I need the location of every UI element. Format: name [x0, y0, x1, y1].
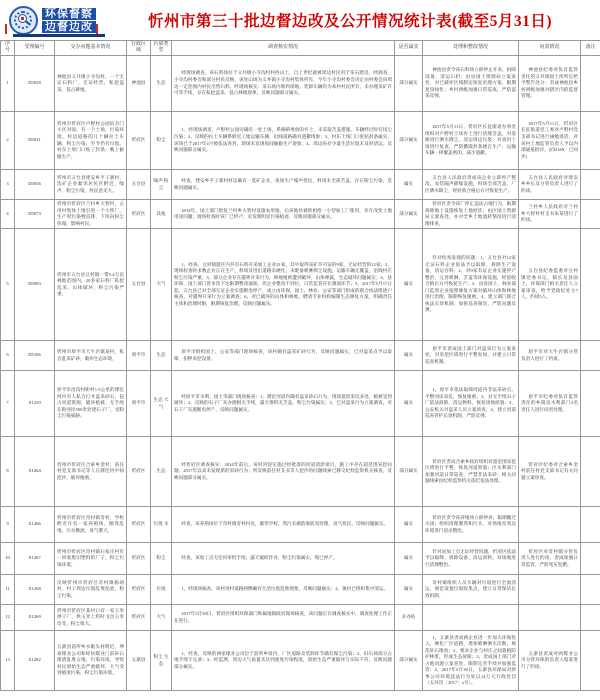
cell-accountability: 五寨县责成对两煤业公司分管环保的负责人琚某进行了约谈。: [519, 631, 581, 691]
column-header-handling: 处理和整改情况: [423, 41, 519, 56]
cell-investigation: 1、经现场核查，该村进村道路两侧确有生活垃圾乱堆现象，反映问题属实；2、镇村已组织集中清运。: [172, 575, 395, 605]
cell-is-valid: 属实: [395, 371, 423, 437]
cell-is-valid: 属实: [395, 507, 423, 543]
cell-note: [581, 170, 600, 200]
cell-code: X1269: [15, 605, 55, 631]
page-title: 忻州市第三十批边督边改及公开情况统计表(截至5月31日): [147, 13, 553, 30]
statistics-table-wrapper: [0, 40, 600, 691]
cell-is-valid: 未办结: [395, 605, 423, 631]
cell-accountability: [519, 575, 581, 605]
cell-pollution-type: 粉尘 生态: [151, 631, 172, 691]
cell-pollution-type: 垃圾 水: [151, 507, 172, 543]
table-row: [1, 371, 600, 437]
cell-problem: 忻州市原平市大牛店镇某村，私自乱采矿砂，破坏生态环境。: [55, 341, 127, 371]
cell-is-valid: 属实: [395, 229, 423, 341]
table-row: [1, 200, 600, 229]
table-row: [1, 170, 600, 200]
table-row: [1, 507, 600, 543]
cell-pollution-type: 生态: [151, 56, 172, 112]
cell-note: [581, 605, 600, 631]
cell-pollution-type: 垃圾: [151, 575, 172, 605]
cell-region: 五寨县: [127, 631, 151, 691]
cell-handling: 针对该加工点无证经营问题，忻府区依法予以取缔，拆除设备，清运原料，对场地进行清理整治。: [423, 543, 519, 575]
cell-investigation: 经现场调查，该石料场位于义井镇小寺沟村村西山上，自上世纪就被周边村民用于采石建房。经调查，小寺沟村委会和部分村民反映，该处山场为义井镇小寺沟村集体所有，今年小寺沟村委会决定由村委会向周边一定范围内村民出售石料。经现场核实：采石场内堆料场地、装卸车辆均为本村村民所有，未办理采矿许可等手续，存在私挖盗采、侵占林地现象，反映问题部分属实。: [172, 56, 395, 112]
cell-accountability: 兰村乡人民政府对兰村乡大智村村支书朱某进行了约谈。: [519, 200, 581, 229]
table-row: [1, 341, 600, 371]
cell-code: D5056: [15, 170, 55, 200]
page-header: [0, 0, 600, 40]
cell-pollution-type: 大气: [151, 229, 172, 341]
cell-is-valid: 属实: [395, 341, 423, 371]
cell-pollution-type: 大气: [151, 605, 172, 631]
column-header-is-valid: 是否属实: [395, 41, 423, 56]
cell-accountability: 原平市对大牛店镇分管负责人进行了约谈。: [519, 341, 581, 371]
cell-problem: 五寨县前所乡水眼头村附近，坤泰煤业公司和经坊煤业门前矸石煤渣乱堆占地，污染环境，导致村民原始生态严重破坏，大气受到重度污染，粉尘污染环境。: [55, 631, 127, 691]
cell-is-valid: 属实: [395, 543, 423, 575]
cell-code: D5093: [15, 229, 55, 341]
cell-note: [581, 56, 600, 112]
cell-problem: 原平市沿沟村距村1.5公里的滹沱河内有人私自打井盗采砂石，侵占河道资源，破坏植被；无手续在距河岸500米处建石子厂，受粉尘污染威胁。: [55, 371, 127, 437]
cell-region: 忻府区: [127, 543, 151, 575]
cell-code: D5031: [15, 112, 55, 170]
cell-handling: 五台县人民政府责成该企业立即停产整改，安装隔声降噪设施，料场全部苫盖，厂区洒水降尘，经验收合格后方可恢复生产。: [423, 170, 519, 200]
column-header-pollution-type: 污染类型: [151, 41, 172, 56]
cell-is-valid: 部分属实: [395, 112, 423, 170]
column-header-problem: 交办问题基本情况: [55, 41, 127, 56]
logo-underline: [13, 34, 105, 37]
logo-red-accent-left: [5, 24, 7, 34]
cell-seq: 13: [1, 631, 15, 691]
column-header-accountability: 问责情况: [519, 41, 581, 56]
table-row: [1, 229, 600, 341]
cell-is-valid: 属实: [395, 170, 423, 200]
cell-is-valid: 部分属实: [395, 56, 423, 112]
cell-investigation: 1、经查，反映的两家煤业公司位于前所乡境内，厂区道路及装卸环节确有煤尘污染；2、矸石场部分占地手续不完备；3、经监测，周边大气质量未达到重度污染程度，原始生态严重破坏与实际不符，反映问题部分属实。: [172, 631, 395, 691]
cell-note: [581, 200, 600, 229]
cell-code: D5028: [15, 56, 55, 112]
cell-note: [581, 371, 600, 437]
cell-note: [581, 631, 600, 691]
cell-seq: 5: [1, 229, 15, 341]
cell-seq: 11: [1, 575, 15, 605]
cell-handling: 1、原平市依法取缔河道内非法采砂点，平整河床采坑，恢复植被；2、对无手续石子厂依法拆除，清运物料，恢复场地原貌；3、公安机关对盗采人员立案侦查；4、建立河道巡查管护长效机制，严防反弹。: [423, 371, 519, 437]
cell-region: 忻府区: [127, 112, 151, 170]
table-row: [1, 437, 600, 507]
cell-handling: 忻府区责成合索乡政府组织对超范围采挖区域进行平整，恢复河道原貌；区水利部门加强河道日常巡查，严禁非法采砂；相关问题线索由纪检监察机关依纪依法处理。: [423, 437, 519, 507]
cell-handling: 针对检查发现的问题：1、五台县对12家无证石料企业依法予以取缔，拆除生产设备，清运存料；2、对9家有证企业实施停产整治，完善喷淋、苫盖等环保设施，经验收合格后方可恢复生产；3、由县国土、林业部门监督企业按照修复方案对破坏山体和林地进行治理，限期恢复植被；4、建立部门联合执法长效机制，加密巡查频次，严防问题反弹。: [423, 229, 519, 341]
table-header-row: [1, 41, 600, 56]
table-row: [1, 56, 600, 112]
cell-is-valid: 属实: [395, 575, 423, 605]
cell-accountability: 忻府区对奇村镇分管负责人进行约谈，责成加强日常监管，严防死灰复燃。: [519, 543, 581, 575]
cell-accountability: [519, 507, 581, 543]
cell-investigation: 经查，建安乡平子寨村村边确有一选矿企业，夜间生产噪声扰民，料场未全部苫盖，存在粉尘污染，反映问题属实。: [172, 170, 395, 200]
logo-text: [42, 8, 96, 33]
column-header-seq: 序号: [1, 41, 15, 56]
cell-code: X1268: [15, 575, 55, 605]
cell-is-valid: 部分属实: [395, 200, 423, 229]
cell-note: [581, 229, 600, 341]
cell-problem: 忻州市忻府区某村口有一家玉米烘干厂，烘玉米上料时飞出玉米皮等，粉尘很大。: [55, 605, 127, 631]
cell-region: 忻府区: [127, 575, 151, 605]
cell-investigation: 1、经查，豆村镇辖区内共有石料开采加工企业21家，其中取得采矿许可证的9家、无证经营的12家；2、现场检查时多数企业正在生产，料场及进出道路未硬化，未配备喷淋抑尘设施，运输车辆无覆盖，沿线村庄粉尘污染严重；3、部分企业存在越界开采行为，林地植被遭到破坏，山体裸露，生态破坏问题属实；4、县环保、国土部门曾多次下达限期整改通知，但企业整改不到位，日常监管存在薄弱环节；5、2017年5月17日起，五台县已对全部无证企业实施断电停产，成立由环保、国土、林业、公安等部门组成的联合执法组逐户核查，对越界开采行为立案调查；6、对已破坏的山体和林地，聘请专业机构编制生态修复方案，明确责任主体和治理时限，限期恢复治理，反映问题属实。: [172, 229, 395, 341]
logo-line1: 环保督察: [42, 8, 96, 20]
cell-problem: 忻州市五台县豆村镇一带5.4万亩林地范围内，20多家石料厂私挖乱采，山体破坏，粉尘污染严重。: [55, 229, 127, 341]
cell-investigation: 1、经现场调查，卢野村公园旁确有一处土场，系修路堆放的弃土，未采取苫盖措施，车辆经过时有扬尘污染；2、反映的拉土车辆系附近工地运输车辆，沿线道路确有遗撒现象；3、村东土场门口张贴封条属实，该场已于2017年4月被依法查封，现场未发现夜间偷偷生产迹象；4、周边尚有少量生活垃圾未及时清运，反映问题部分属实。: [172, 112, 395, 170]
cell-pollution-type: 粉尘: [151, 543, 172, 575]
logo-line2: 边督边改: [42, 21, 96, 33]
cell-problem: 反映忻州市忻府区奇村镇杨胡村，村子周边垃圾乱堆乱放，粉尘污染。: [55, 575, 127, 605]
cell-seq: 9: [1, 507, 15, 543]
cell-accountability: 五台县纪委监委对豆村镇党委书记、镇长及县国土、环保部门相关责任人立案审查，给予党政纪处分7人、约谈5人。: [519, 229, 581, 341]
cell-seq: 12: [1, 605, 15, 631]
cell-seq: 7: [1, 371, 15, 437]
cell-region: 原平市: [127, 341, 151, 371]
cell-handling: [423, 605, 519, 631]
cell-handling: 忻府区责令该养殖场立即停养，限期搬迁关闭；组织清理圈粪和污水，对场地及周边环境进行消杀整治。: [423, 507, 519, 543]
cell-handling: 原平市责成国土部门对盗采行为立案查处，对采挖区域进行平整复绿，并建立日常巡查机制。: [423, 341, 519, 371]
magnifier-gear-emblem-icon: [9, 6, 38, 35]
cell-region: 忻府区: [127, 437, 151, 507]
cell-pollution-type: 生态: [151, 437, 172, 507]
table-row: [1, 631, 600, 691]
cell-accountability: 神池县纪委对负有监管责任的义井镇国土所所长给予警告处分；责成神池县乡村两级加强对辖区内的监督管理。: [519, 56, 581, 112]
table-row: [1, 575, 600, 605]
cell-code: X1229: [15, 371, 55, 437]
cell-region: 忻府区: [127, 200, 151, 229]
cell-investigation: 经忻府区调查核实：2014年前后，该村河段实施过经批准的河道清淤项目，施工中存在超范围采挖问题；2017年以来未发现新的采砂行为；所反映前任村支书等人挖沙的问题线索已移交纪检监察机关核查，反映问题部分属实。: [172, 437, 395, 507]
cell-note: [581, 575, 600, 605]
cell-investigation: 经查，该养殖场位于奇村镇奇村村北，紧邻学校，粪污未做防渗防臭处理，臭气扰民，反映问题属实。: [172, 507, 395, 543]
cell-problem: 忻州市忻府区奇村镇奇村，学校附近开有一家养殖场，圈粪乱堆、污水横流，臭气熏天。: [55, 507, 127, 543]
cell-code: X1282: [15, 631, 55, 691]
cell-note: [581, 543, 600, 575]
cell-region: 神池县: [127, 56, 151, 112]
cell-is-valid: 部分属实: [395, 631, 423, 691]
cell-handling: 神池县责令该石料场立即停止开采，拆除设备，清运石料；由县国土资源局立案查处，对已破坏区域制定恢复治理方案，限期复垦绿化；乡村两级加强日常巡查，严防盗采反弹。: [423, 56, 519, 112]
inspection-logo: [5, 3, 105, 37]
cell-seq: 6: [1, 341, 15, 371]
cell-accountability: 2017年5月11日，忻府区长征街道党工委对卢野村党支部书记进行诫勉谈话，对该村土地监管负责人予以内部通报批评。(同2169，已同步): [519, 112, 581, 170]
cell-note: [581, 437, 600, 507]
cell-note: [581, 112, 600, 170]
column-header-region: 行政区域: [127, 41, 151, 56]
cell-pollution-type: 噪声 粉尘: [151, 170, 172, 200]
cell-is-valid: 部分属实: [395, 437, 423, 507]
table-row: [1, 112, 600, 170]
cell-accountability: [519, 605, 581, 631]
cell-seq: 10: [1, 543, 15, 575]
cell-investigation: 经查，该加工点无任何审批手续，露天破碎作业，粉尘污染属实，现已停产。: [172, 543, 395, 575]
cell-seq: 8: [1, 437, 15, 507]
cell-code: D5073: [15, 200, 55, 229]
cell-problem: 忻州市忻府区合索乡金村，前任村党支部书记等人在滹沱河中间挖沙，破坏植被。: [55, 437, 127, 507]
cell-problem: 忻州市忻府区兰村乡大智村，占用村集体土地引进一个小铁厂，生产时污染物直排，下风向粉尘弥漫，影响村民。: [55, 200, 127, 229]
cell-accountability: 原平市纪委对负有监管责任的乡镇及水利部门3名责任人进行问责处理。: [519, 371, 581, 437]
cell-investigation: 原平市组织国土、公安等部门现场核查，该村确有盗采矿砂行为，反映问题属实，已对盗采点予以取缔，扣押采挖设备。: [172, 341, 395, 371]
cell-problem: 忻州市五台县建安乡平子寨村，选矿企业紧邻居民区附近，噪声、粉尘污染，村民意见大。: [55, 170, 127, 200]
column-header-code: 受理编号: [15, 41, 55, 56]
cell-note: [581, 341, 600, 371]
cell-problem: 忻州市忻府区卢野村公园宿舍门小区对面，有一个土场，污染环境，村边道路的几十辆拉土车辆，粉尘污染，至今仍有垃圾。村东土场门口贴了封条，晚上偷偷生产。: [55, 112, 127, 170]
cell-pollution-type: 生态 大气: [151, 371, 172, 437]
cell-problem: 神池县义井镇小寺沟村，一个无证石料厂，无证经营，私挖盗采，侵占耕地。: [55, 56, 127, 112]
statistics-table: [0, 40, 600, 691]
cell-pollution-type: 粉尘: [151, 112, 172, 170]
cell-investigation: 2017年5月30日，忻府区组织环保部门和属地镇政府现场核查，该问题正在调查核实中，调查处理工作正在进行。: [172, 605, 395, 631]
column-header-investigation: 调查核实情况: [172, 41, 395, 56]
cell-region: 原平市: [127, 371, 151, 437]
cell-handling: 2017年5月11日，忻府区长征街道办事处组织对卢野村土场弃土进行清理苫盖，对道路进行洒水降尘，清运周边垃圾；对查封土场进行复查，严防撕毁封条擅自生产；运输车辆一律覆盖密闭，减少遗撒。: [423, 112, 519, 170]
column-header-note: 备注: [581, 41, 600, 56]
cell-handling: 1、五寨县责成两企业进一步加大环保投入，硬化厂区道路，增加喷淋洒水次数，规范矸石堆放；2、要求企业与村庄之间栽植防护林带，形成生态屏障；3、责成国土部门对占地问题立案查处，限期完善手续并加强监管；4、2017年5月30日，五寨县环保局对涉事公司环境违法行为处以14万元行政处罚（五环罚〔2017〕x号）。: [423, 631, 519, 691]
cell-handling: 奇村镇组织人员车辆对垃圾进行全面清运，规范设置垃圾收集点，建立日常保洁长效机制。: [423, 575, 519, 605]
cell-region: 忻府区: [127, 605, 151, 631]
logo-red-accent-right: [96, 24, 98, 34]
cell-investigation: 2014年，国土部门批复兰村乡大智村设施农用地，后该地块被转租给一小型加工厂使用，存在改变土地用途问题；现场检查时该厂已停产，未发现明显污染痕迹，反映问题部分属实。: [172, 200, 395, 229]
cell-note: [581, 507, 600, 543]
cell-seq: 2: [1, 112, 15, 170]
cell-region: 忻府区: [127, 507, 151, 543]
cell-code: X1266: [15, 507, 55, 543]
cell-accountability: 忻府区纪委对合索乡金村前任村党支部书记有关问题立案审查。: [519, 437, 581, 507]
cell-code: X1267: [15, 543, 55, 575]
cell-pollution-type: 生态: [151, 341, 172, 371]
cell-region: 五台县: [127, 229, 151, 341]
table-row: [1, 605, 600, 631]
cell-seq: 1: [1, 56, 15, 112]
cell-handling: 忻府区责令该厂停止违法占地行为，限期拆除地上设施恢复土地原状；由区国土资源局立案查处，并对全乡土地流转情况进行清理排查。: [423, 200, 519, 229]
cell-code: D5106: [15, 341, 55, 371]
cell-code: X1264: [15, 437, 55, 507]
cell-pollution-type: 其他: [151, 200, 172, 229]
cell-problem: 忻州市忻府区奇村镇石家庄村有一回收废旧塑料的厂子，粉尘污染环境。: [55, 543, 127, 575]
cell-accountability: 五台县人民政府对建安乡乡长及分管负责人进行了约谈。: [519, 170, 581, 200]
cell-seq: 3: [1, 170, 15, 200]
cell-investigation: 经原平市水利、国土等部门现场核查：1、滹沱河道内确有盗采砂石行为，现场遗留采坑多处，植被受到破坏；2、反映的石子厂未办理相关手续，露天堆料无苫盖，粉尘污染属实；3、已对盗采行为立案调查，对石子厂实施断电停产，反映问题属实。: [172, 371, 395, 437]
cell-seq: 4: [1, 200, 15, 229]
table-row: [1, 543, 600, 575]
cell-region: 五台县: [127, 170, 151, 200]
